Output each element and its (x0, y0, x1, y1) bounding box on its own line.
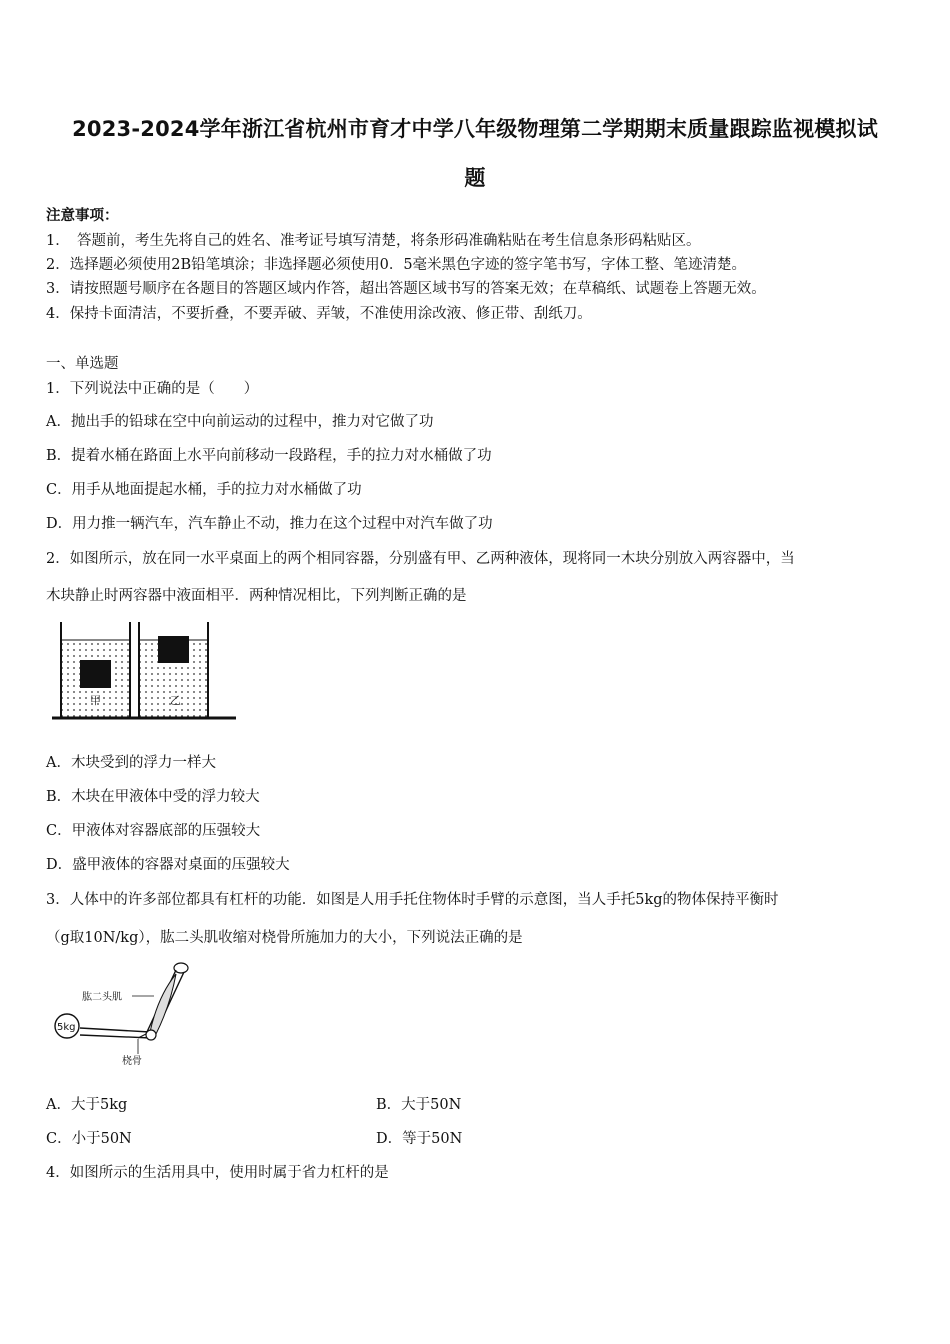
q2-stem-line2: 木块静止时两容器中液面相平．两种情况相比，下列判断正确的是 (46, 588, 467, 604)
bone-label: 桡骨 (122, 1056, 142, 1067)
q2-option-d: D．盛甲液体的容器对桌面的压强较大 (46, 857, 290, 873)
section-heading: 一、单选题 (46, 356, 119, 372)
q1-option-c: C．用手从地面提起水桶，手的拉力对水桶做了功 (46, 482, 362, 498)
q3-option-c: C．小于50N (46, 1131, 132, 1147)
q1-option-d: D．用力推一辆汽车，汽车静止不动，推力在这个过程中对汽车做了功 (46, 516, 493, 532)
notice-item-3: 3．请按照题号顺序在各题目的答题区域内作答，超出答题区域书写的答案无效；在草稿纸、试题卷上答题无效。 (46, 281, 766, 297)
notice-item-1: 1． 答题前，考生先将自己的姓名、准考证号填写清楚，将条形码准确粘贴在考生信息条形码粘贴区。 (46, 233, 701, 249)
q3-stem-line1: 3．人体中的许多部位都具有杠杆的功能．如图是人用手托住物体时手臂的示意图，当人手托5kg的物体保持平衡时 (46, 892, 779, 908)
q2-option-c: C．甲液体对容器底部的压强较大 (46, 823, 261, 839)
q3-stem-line2: （g取10N/kg），肱二头肌收缩对桡骨所施加力的大小，下列说法正确的是 (46, 930, 523, 946)
page-title-line1: 2023-2024学年浙江省杭州市育才中学八年级物理第二学期期末质量跟踪监视模拟试 (72, 117, 878, 141)
q1-option-a: A．抛出手的铅球在空中向前运动的过程中，推力对它做了功 (46, 414, 434, 430)
q4-stem: 4．如图所示的生活用具中，使用时属于省力杠杆的是 (46, 1165, 389, 1181)
notice-item-4: 4．保持卡面清洁，不要折叠，不要弄破、弄皱，不准使用涂改液、修正带、刮纸刀。 (46, 306, 592, 322)
q2-option-a: A．木块受到的浮力一样大 (46, 755, 216, 771)
mass-label: 5kg (57, 1022, 76, 1033)
wood-block-jia (80, 660, 111, 688)
q1-stem: 1．下列说法中正确的是（ ） (46, 381, 259, 397)
muscle-label: 肱二头肌 (82, 992, 122, 1003)
q1-option-b: B．提着水桶在路面上水平向前移动一段路程，手的拉力对水桶做了功 (46, 448, 492, 464)
q3-option-d: D．等于50N (376, 1131, 463, 1147)
notice-heading: 注意事项： (46, 207, 119, 224)
label-jia: 甲 (90, 694, 101, 707)
container-yi (139, 622, 208, 718)
container-jia (61, 622, 130, 718)
notice-item-2: 2．选择题必须使用2B铅笔填涂；非选择题必须使用0．5毫米黑色字迹的签字笔书写，字体工整、笔迹清楚。 (46, 257, 747, 273)
page-title-line2: 题 (464, 166, 486, 190)
q2-option-b: B．木块在甲液体中受的浮力较大 (46, 789, 260, 805)
q2-containers-figure (48, 618, 240, 722)
q3-option-a: A．大于5kg (46, 1097, 128, 1113)
q2-stem-line1: 2．如图所示，放在同一水平桌面上的两个相同容器，分别盛有甲、乙两种液体，现将同一木块分别放入两容器中，当 (46, 551, 795, 567)
q3-arm-figure (50, 956, 200, 1068)
label-yi: 乙 (170, 694, 181, 707)
wood-block-yi (158, 636, 189, 663)
q3-option-b: B．大于50N (376, 1097, 462, 1113)
